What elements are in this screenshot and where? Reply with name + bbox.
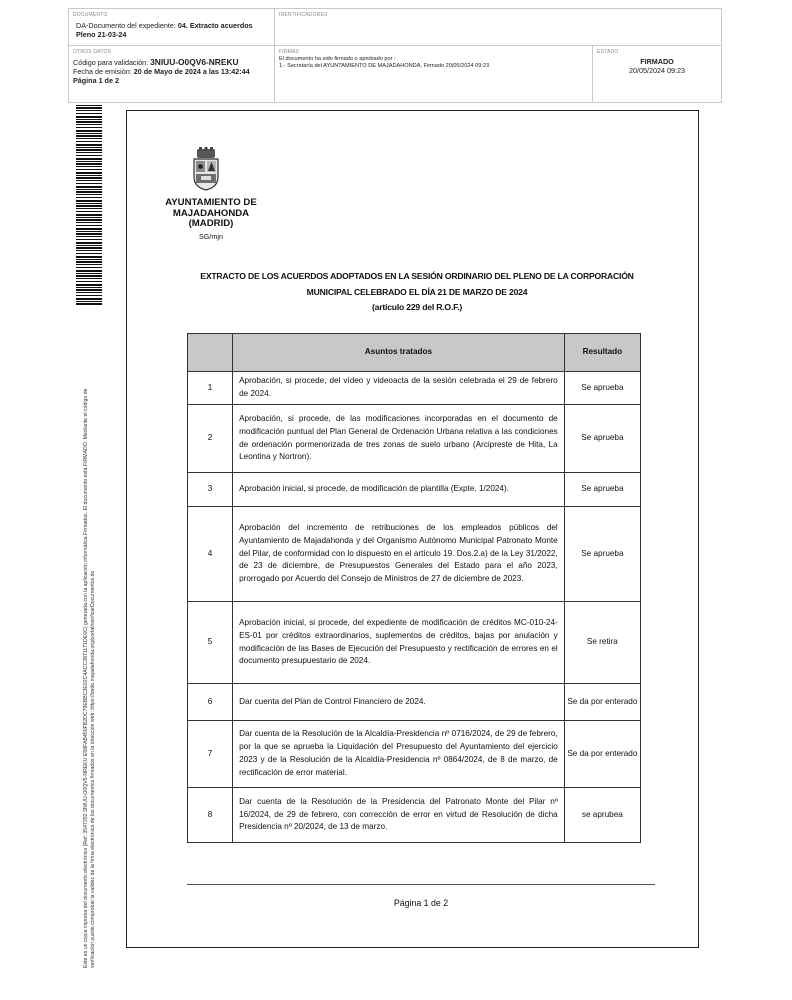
title-line-3: (artículo 229 del R.O.F.) [371,302,463,312]
header-resultado: Resultado [564,334,640,372]
row-subject: Aprobación inicial, si procede, de modificación de plantilla (Expte. 1/2024). [233,473,565,507]
row-subject: Aprobación, si procede, del vídeo y videoacta de la sesión celebrada el 29 de febrero de 2024. [233,372,565,405]
table-row [188,372,641,405]
row-number: 2 [188,405,233,473]
row-result: Se aprueba [564,507,640,602]
firmas-intro: El documento ha sido firmado o aprobado por : [279,56,396,62]
document-page [126,110,699,948]
table-row [188,405,641,473]
table-row [188,507,641,602]
majadahonda-coat-of-arms-icon [191,147,221,191]
title-line-2: MUNICIPAL CELEBRADO EL DÍA 21 DE MARZO DE 2024 [306,286,528,297]
row-result: Se da por enterado [564,684,640,721]
document-title [187,269,647,316]
documento-prefix: DA-Documento del expediente: [76,21,176,30]
header-number-column [188,334,233,372]
verification-text-line2: verificación puede comprobar la validez de la firma electrónica de los documentos firmados en la dirección web: https://sede.majadahonda.org/portal/verificarDocumentos.do [90,570,96,968]
documento-cell [69,9,275,45]
row-subject: Dar cuenta de la Resolución de la Alcaldía-Presidencia nº 0716/2024, de 29 de febrero, por la que se aprueba la Liquidación del Presupuesto del Ayuntamiento del ejercicio 2023 y de la Resolución de la Alcaldía-Presidencia nº 0864/2024, de 8 de marzo, de rectificación de error material. [233,721,565,788]
firmas-cell [275,45,593,102]
row-number: 1 [188,372,233,405]
otros-datos-cell [69,45,275,102]
row-result: Se retira [564,602,640,684]
identificadores-cell [275,9,721,45]
city-line-1: AYUNTAMIENTO DE [165,197,257,208]
row-subject: Dar cuenta del Plan de Control Financiero de 2024. [233,684,565,721]
footer-divider [187,884,655,885]
header-asuntos: Asuntos tratados [233,334,565,372]
estado-cell [593,45,721,102]
row-result: Se da por enterado [564,721,640,788]
row-result: Se aprueba [564,405,640,473]
table-row [188,602,641,684]
estado-date: 20/05/2024 09:23 [629,66,685,75]
city-line-3: (MADRID) [188,218,234,229]
row-subject: Aprobación, si procede, de las modificaciones incorporadas en el documento de modificación puntual del Plan General de Ordenación Urbana relativa a las condiciones de ordenación pormenorizada de tres zonas de suelo urbano (Arcipreste de Hita, La Leontina y Nortron). [233,405,565,473]
document-header [68,8,722,103]
table-row [188,721,641,788]
barcode-icon [76,105,102,305]
table-header-row [188,334,641,372]
agreements-table [187,333,641,843]
documento-title: 04. Extracto acuerdos Pleno 21-03-24 [76,21,253,39]
row-number: 7 [188,721,233,788]
row-result: se aprubea [564,788,640,843]
row-subject: Aprobación del incremento de retribuciones de los empleados públicos del Ayuntamiento de Majadahonda y del Organismo Autónomo Municipal Patronato Monte del Pilar, de conformidad con lo dispuesto en el artículo 19. Dos.2.a) de la Ley 31/2022, de 23 de diciembre, de Presupuestos Generales del Estado para el año 2023, prorrogado por Acuerdo del Consejo de Ministros de 27 de diciembre de 2023. [233,507,565,602]
estado-label: ESTADO [597,49,619,55]
documento-label: DOCUMENTO [73,12,108,18]
codigo-label: Código para validación: [73,58,149,67]
author-initials: SG/mjn [199,232,223,241]
row-result: Se aprueba [564,372,640,405]
table-row [188,684,641,721]
row-subject: Aprobación inicial, si procede, del expediente de modificación de créditos MC-010-24-ES-01 por créditos extraordinarios, suplementos de créditos, bajas por anulación y modificación de las Bases de Ejecución del Presupuesto y rectificación de errores en el documento presupuestario de 2024. [233,602,565,684]
city-line-2: MAJADAHONDA [172,207,250,219]
table-row [188,473,641,507]
table-row [188,788,641,843]
firmas-label: FIRMAS [279,49,300,55]
fecha-label: Fecha de emisión: [73,67,132,76]
row-number: 6 [188,684,233,721]
verification-text-line1: Este es un copia impresa del documento electrónico (Ref: 3547292 3NIUU-O0QV6-NREKU E58FAB450FB2DC79EBBC3E02C4ACC2871171DE6C) generada con la aplicación informática Firmadoc. El documento está FIRMADO. Mediante el código de [83,388,89,968]
row-number: 3 [188,473,233,507]
otros-datos-label: OTROS DATOS [73,49,112,55]
footer-page-number: Página 1 de 2 [393,898,449,908]
row-subject: Dar cuenta de la Resolución de la Presidencia del Patronato Monte del Pilar nº 16/2024, de 29 de febrero, con corrección de error en virtud de Resolución de dicha Presidencia nº 20/2024, de 13 de marzo. [233,788,565,843]
row-number: 8 [188,788,233,843]
fecha-value: 20 de Mayo de 2024 a las 13:42:44 [133,67,250,76]
firmas-entry: 1.- Secretaría del AYUNTAMIENTO DE MAJADAHONDA. Firmado 20/05/2024 09:23 [279,63,490,69]
identificadores-label: IDENTIFICADORES [279,12,328,18]
row-number: 5 [188,602,233,684]
row-number: 4 [188,507,233,602]
header-page-number: Página 1 de 2 [73,76,119,85]
title-line-1: EXTRACTO DE LOS ACUERDOS ADOPTADOS EN LA SESIÓN ORDINARIO DEL PLENO DE LA CORPORACIÓN [200,271,634,281]
row-result: Se aprueba [564,473,640,507]
city-name [147,198,275,230]
estado-value: FIRMADO [640,57,674,66]
codigo-value: 3NIUU-O0QV6-NREKU [150,57,239,67]
